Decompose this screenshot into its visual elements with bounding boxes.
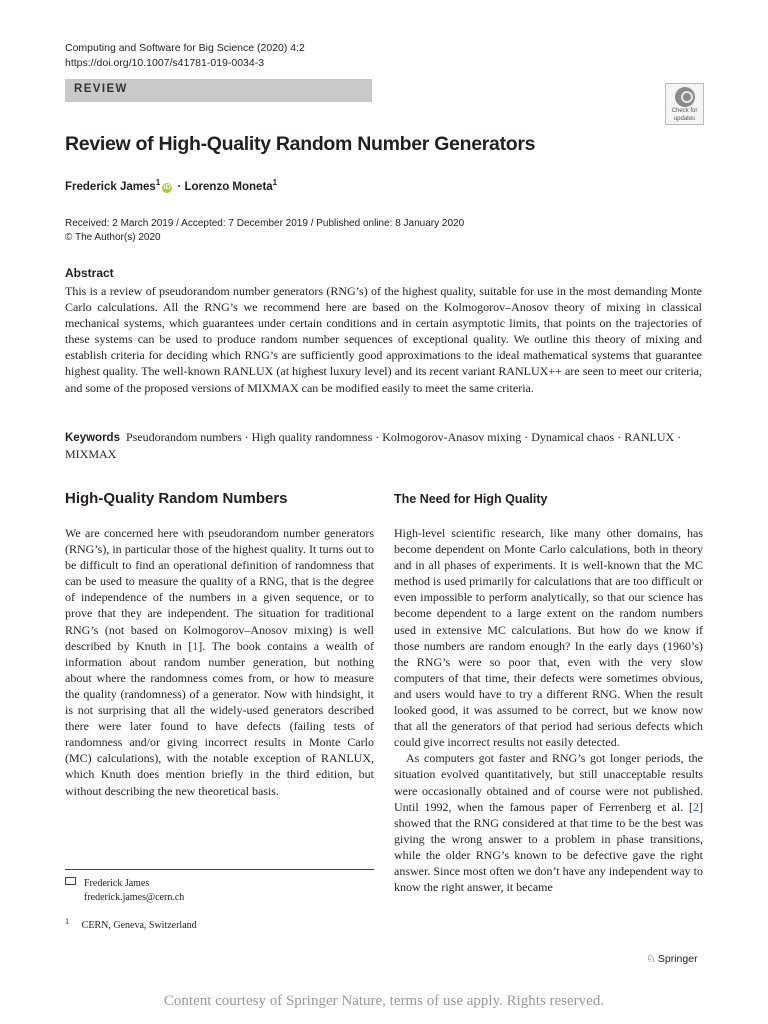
check-updates-line1: Check for — [671, 108, 698, 114]
check-for-updates-badge[interactable] — [665, 83, 704, 125]
footnote-divider — [65, 869, 374, 870]
left-column — [65, 525, 374, 799]
author-affil-mark: 1 — [272, 178, 278, 187]
affiliation — [65, 915, 197, 933]
article-title: Review of High-Quality Random Number Generators — [65, 133, 536, 155]
check-updates-icon — [675, 87, 695, 107]
section-heading-high-quality: High-Quality Random Numbers — [65, 490, 288, 507]
paragraph — [394, 750, 703, 895]
paragraph-text: ] showed that the RNG considered at that time to be the best was giving the wrong answer to a problem in phase transitions, while the older RNG’s known to be defective gave the right answer. Since most often we don’t have any independent way to know the right answer, it became — [394, 799, 703, 895]
courtesy-footer: Content courtesy of Springer Nature, terms of use apply. Rights reserved. — [163, 993, 605, 1009]
section-heading-need: The Need for High Quality — [394, 492, 548, 506]
check-updates-line2: updates — [673, 115, 696, 122]
affiliation-number: 1 — [65, 917, 70, 926]
author-name[interactable]: Frederick James — [65, 180, 156, 193]
citation-link[interactable]: 1 — [192, 638, 199, 653]
journal-header — [65, 41, 305, 71]
paragraph — [65, 525, 374, 799]
author-list — [65, 178, 277, 193]
author-separator: · — [177, 180, 182, 193]
keywords-label: Keywords — [65, 432, 120, 444]
affiliation-text: CERN, Geneva, Switzerland — [81, 920, 197, 932]
doi-link[interactable]: https://doi.org/10.1007/s41781-019-0034-3 — [65, 57, 265, 69]
abstract-text: This is a review of pseudorandom number generators (RNG’s) of the highest quality, suitable for use in the most demanding Monte Carlo calculations. All the RNG’s we recommend here are based on the Kolmogorov–Anosov theory of mixing in classical mechanical systems, which guarantees under certain conditions and in certain asymptotic limits, that points on the trajectories of these systems can be used to produce random number sequences of exceptional quality. We outline this theory of mixing and establish criteria for deciding which RNG’s are sufficiently good approximations to the ideal mathematical systems that guarantee highest quality. The well-known RANLUX (at highest luxury level) and its recent variant RANLUX++ are seen to meet our criteria, and some of the proposed versions of MIXMAX can be modified easily to meet the same criteria. — [65, 284, 702, 395]
corresponding-author — [65, 877, 184, 905]
citation-link[interactable]: 2 — [693, 799, 699, 814]
corresponding-name: Frederick James — [84, 878, 150, 889]
publication-history: Received: 2 March 2019 / Accepted: 7 December 2019 / Published online: 8 January 2020 — [65, 218, 465, 229]
keywords — [65, 429, 702, 462]
paragraph-text: ]. The book contains a wealth of information about random number generation, but nothing about where the randomness comes from, or how to measure the quality (randomness) of a generator. Now with hindsight, it is not surprising that all the widely-used generators described there were later found to have defects (failing tests of randomness and/or giving incorrect results in Monte Carlo (MC) calculations), with the notable exception of RANLUX, which Knuth does mention briefly in the third edition, but without describing the new theoretical basis. — [65, 638, 375, 798]
right-column — [394, 525, 703, 895]
abstract-heading: Abstract — [65, 266, 114, 280]
springer-horse-icon: ♘ — [646, 953, 656, 965]
copyright-notice: © The Author(s) 2020 — [65, 232, 161, 243]
section-type-bar — [65, 79, 372, 102]
envelope-icon — [65, 877, 76, 885]
paragraph: High-level scientific research, like many other domains, has become dependent on Monte Carlo calculations, both in theory and in all phases of experiments. It is well-known that the MC method is used primarily for calculations that are too difficult or even impossible to perform analytically, so that our science has become dependent to a large extent on the random numbers used in extensive MC calculations. But how do we know if those numbers are random enough? In the early days (1960’s) the RNG’s were so poor that, even with the very slow computers of that time, their defects were sometimes obvious, and users would have to try a different RNG. When the result looked good, it was assumed to be correct, but we know now that all the generators of that period had serious defects which could give incorrect results not easily detected. — [394, 526, 703, 750]
author-name[interactable]: Lorenzo Moneta — [184, 180, 273, 193]
section-type-label: REVIEW — [74, 83, 128, 95]
journal-citation: Computing and Software for Big Science (2020) 4:2 — [65, 42, 305, 54]
publisher-logo — [646, 952, 698, 965]
paragraph-text: We are concerned here with pseudorandom number generators (RNG’s), in particular those of the highest quality. It turns out to be difficult to find an operational definition of randomness that can be used to measure the quality of a RNG, that is the degree of independence of the numbers in a given sequence, or to prove that they are independent. The situation for traditional RNG’s (not based on Kolmogorov–Anosov mixing) is well described by Knuth in [ — [65, 526, 374, 653]
keywords-text: Pseudorandom numbers · High quality randomness · Kolmogorov-Anasov mixing · Dynamical chaos · RANLUX · MIXMAX — [65, 430, 682, 461]
orcid-icon[interactable]: iD — [163, 183, 171, 191]
article-dates — [65, 217, 464, 245]
paragraph-text: As computers got faster and RNG’s got longer periods, the situation evolved quantitatively, but still unacceptable results were occasionally obtained and of course were not published. Until 1992, when the famous paper of Ferrenberg et al. [ — [394, 751, 703, 814]
publisher-name: Springer — [657, 953, 698, 965]
author-affil-mark: 1 — [155, 178, 161, 187]
corresponding-email[interactable]: frederick.james@cern.ch — [84, 892, 185, 903]
